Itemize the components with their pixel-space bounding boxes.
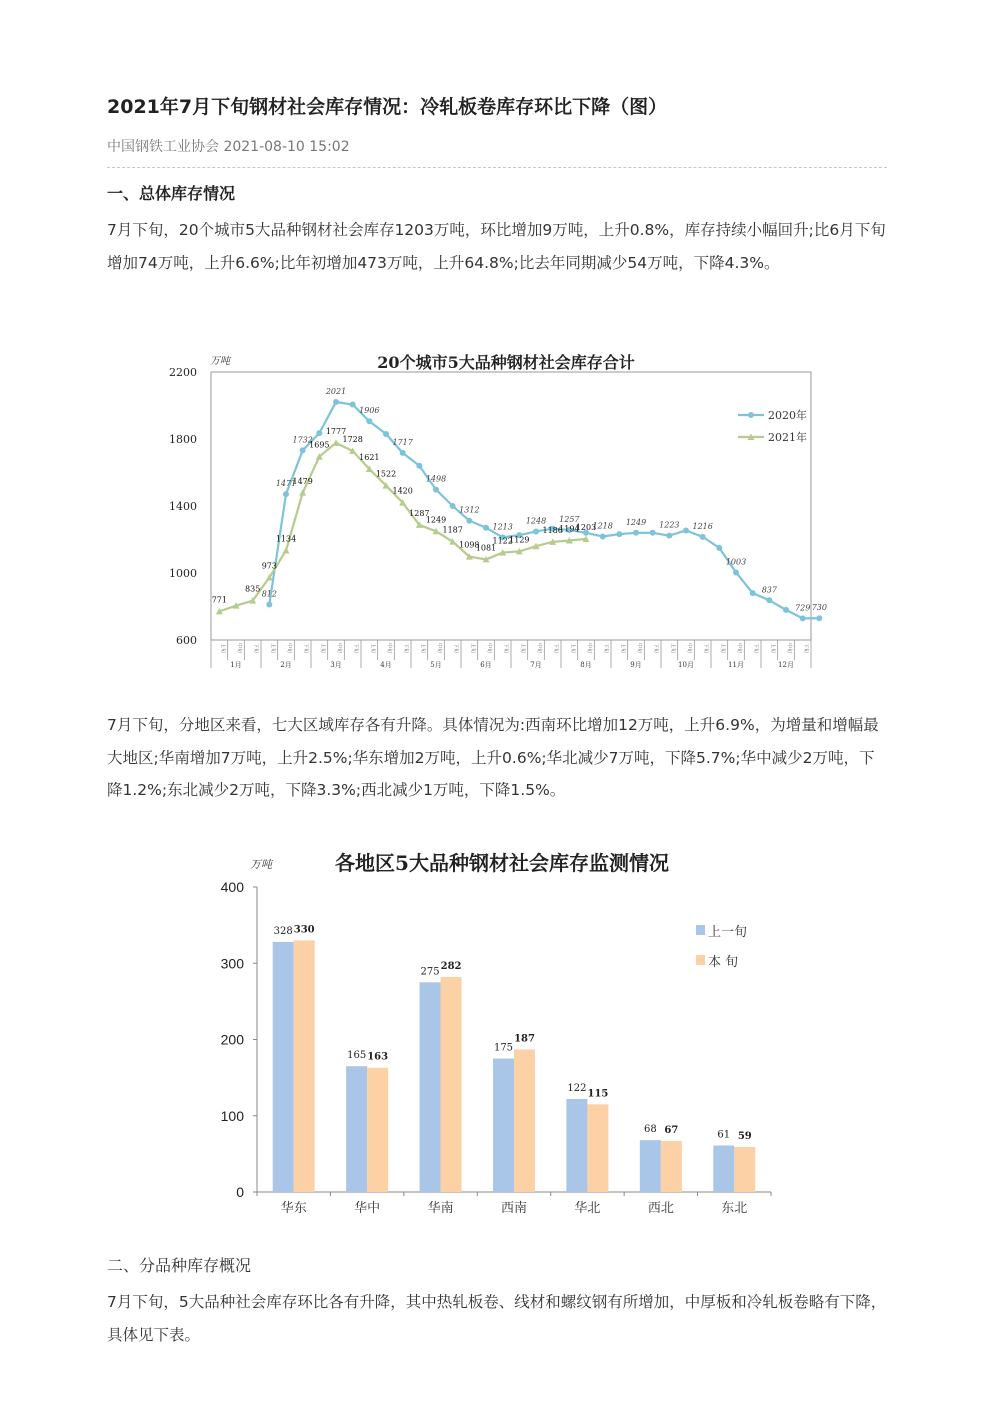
x-period-label: 中旬 — [786, 643, 792, 654]
bar-value-label: 68 — [643, 1124, 657, 1136]
data-label: 1213 — [492, 522, 513, 532]
x-category-label: 西北 — [647, 1201, 674, 1216]
data-point — [300, 447, 306, 453]
x-period-label: 上旬 — [469, 643, 476, 654]
bar-current — [367, 1068, 388, 1192]
x-period-label: 下旬 — [252, 643, 259, 654]
x-category-label: 华南 — [427, 1201, 454, 1216]
data-point — [716, 545, 722, 551]
section-heading-overall: 一、总体库存情况 — [107, 184, 236, 203]
bar-value-label: 59 — [737, 1131, 752, 1143]
data-label: 1695 — [309, 440, 330, 450]
data-label: 2021 — [325, 386, 347, 396]
x-category-label: 华中 — [354, 1201, 381, 1216]
x-month-label: 2月 — [280, 661, 292, 669]
x-period-label: 中旬 — [286, 643, 292, 654]
x-month-label: 11月 — [728, 661, 744, 669]
data-label: 1287 — [409, 508, 430, 518]
plot-frame — [211, 372, 811, 640]
bar-value-label: 187 — [514, 1033, 535, 1045]
data-label: 837 — [761, 585, 777, 595]
data-point — [316, 430, 322, 436]
data-label: 1621 — [359, 452, 380, 462]
legend-swatch — [696, 955, 705, 965]
x-period-label: 下旬 — [652, 643, 659, 654]
x-month-label: 9月 — [630, 661, 642, 669]
data-point — [633, 530, 639, 536]
bar-value-label: 61 — [717, 1129, 731, 1141]
data-point — [483, 525, 489, 531]
y-tick-label: 600 — [176, 634, 197, 647]
x-period-label: 上旬 — [519, 643, 526, 654]
x-month-label: 7月 — [530, 661, 542, 669]
bar-value-label: 115 — [587, 1088, 609, 1100]
data-label: 835 — [245, 584, 261, 594]
data-label: 973 — [261, 561, 277, 571]
y-axis-unit: 万吨 — [250, 858, 272, 871]
data-label: 1203 — [575, 522, 597, 532]
data-label: 1777 — [325, 426, 347, 436]
article-title: 2021年7月下旬钢材社会库存情况：冷轧板卷库存环比下降（图） — [107, 96, 668, 118]
data-point — [800, 615, 806, 621]
paragraph-regions: 7月下旬，分地区来看，七大区域库存各有升降。具体情况为:西南环比增加12万吨，上升6.9%，为增量和增幅最大地区;华南增加7万吨，上升2.5%;华东增加2万吨，上升0.6%;华北减少7万吨，下降5.7%;华中减少2万吨，下降1.2%;东北减少2万吨，下降3.3%;西北减少1万吨，下降1.5%。 — [107, 716, 879, 799]
bar-current — [734, 1147, 755, 1192]
data-point — [600, 533, 606, 539]
bar-value-label: 67 — [664, 1124, 679, 1136]
bar-previous — [273, 942, 294, 1192]
x-period-label: 中旬 — [436, 643, 442, 654]
data-point — [783, 607, 789, 613]
data-label: 1257 — [559, 514, 580, 524]
data-label: 1249 — [625, 517, 647, 527]
x-month-label: 10月 — [678, 661, 694, 669]
x-period-label: 上旬 — [269, 643, 276, 654]
data-point — [400, 450, 406, 456]
article-meta: 中国钢铁工业协会 2021-08-10 15:02 — [107, 139, 350, 155]
data-label: 1728 — [342, 435, 363, 445]
data-point — [683, 527, 689, 533]
data-label: 1003 — [725, 557, 747, 567]
data-point — [750, 590, 756, 596]
data-point — [266, 601, 272, 607]
data-label: 1717 — [392, 437, 413, 447]
x-period-label: 中旬 — [736, 643, 742, 654]
y-tick-label: 1800 — [169, 433, 197, 446]
bar-previous — [640, 1140, 661, 1192]
data-label: 771 — [211, 595, 227, 605]
chart-title: 20个城市5大品种钢材社会库存合计 — [377, 353, 635, 372]
bar-previous — [493, 1059, 514, 1192]
y-tick-label: 1000 — [169, 567, 197, 580]
data-point — [333, 439, 340, 446]
x-period-label: 下旬 — [802, 643, 809, 654]
bar-value-label: 330 — [293, 924, 315, 936]
x-category-label: 华北 — [574, 1201, 601, 1216]
data-label: 1522 — [375, 469, 397, 479]
x-period-label: 上旬 — [769, 643, 776, 654]
x-month-label: 4月 — [380, 661, 392, 669]
data-label: 1471 — [275, 479, 297, 489]
bar-current — [441, 977, 462, 1192]
y-tick-label: 300 — [220, 955, 244, 972]
x-period-label: 下旬 — [702, 643, 709, 654]
bar-value-label: 122 — [567, 1082, 587, 1094]
x-category-label: 东北 — [721, 1201, 748, 1216]
data-point — [283, 491, 289, 497]
x-period-label: 中旬 — [386, 643, 392, 654]
bar-value-label: 163 — [367, 1051, 389, 1063]
bar-current — [514, 1049, 535, 1192]
legend-label: 本 旬 — [708, 955, 739, 970]
data-point — [616, 531, 622, 537]
data-point — [283, 547, 290, 554]
divider — [107, 167, 887, 168]
x-period-label: 中旬 — [636, 643, 642, 654]
y-tick-label: 1400 — [169, 500, 197, 513]
bar-previous — [566, 1099, 587, 1192]
data-point — [733, 569, 739, 575]
bar-current — [294, 940, 315, 1192]
legend-label: 2021年 — [768, 431, 807, 444]
data-label: 1498 — [425, 474, 447, 484]
x-month-label: 8月 — [580, 661, 592, 669]
y-tick-label: 100 — [220, 1107, 244, 1124]
data-point — [350, 401, 356, 407]
data-label: 1194 — [559, 524, 580, 534]
bar-chart-regional-inventory — [200, 840, 780, 1225]
y-axis-unit: 万吨 — [210, 356, 230, 367]
data-point — [333, 399, 339, 405]
x-period-label: 上旬 — [219, 643, 226, 654]
data-label: 1248 — [525, 516, 547, 526]
x-period-label: 上旬 — [569, 643, 576, 654]
bar-value-label: 175 — [493, 1042, 514, 1054]
data-point — [666, 533, 672, 539]
data-label: 1479 — [292, 476, 313, 486]
y-tick-label: 0 — [236, 1184, 244, 1200]
data-label: 1732 — [292, 435, 313, 445]
x-period-label: 中旬 — [336, 643, 342, 654]
x-period-label: 下旬 — [402, 643, 409, 654]
data-label: 1906 — [359, 406, 380, 416]
x-period-label: 上旬 — [719, 643, 726, 654]
x-period-label: 上旬 — [669, 643, 676, 654]
data-label: 1420 — [392, 486, 413, 496]
y-tick-label: 400 — [220, 879, 244, 895]
data-label: 1122 — [492, 536, 513, 546]
x-period-label: 下旬 — [752, 643, 759, 654]
data-point — [533, 528, 539, 534]
y-tick-label: 2200 — [169, 366, 197, 379]
data-label: 1223 — [659, 520, 680, 530]
legend-swatch — [696, 925, 705, 935]
data-point — [366, 418, 372, 424]
x-month-label: 6月 — [480, 661, 492, 669]
legend-label: 上一旬 — [708, 925, 748, 940]
data-label: 1216 — [692, 521, 713, 531]
x-period-label: 下旬 — [302, 643, 309, 654]
data-label: 1312 — [459, 505, 480, 515]
bar-current — [661, 1141, 682, 1192]
x-month-label: 12月 — [778, 661, 794, 669]
bar-value-label: 165 — [347, 1050, 367, 1062]
bar-value-label: 282 — [440, 960, 462, 972]
data-label: 1186 — [542, 525, 563, 535]
x-period-label: 中旬 — [586, 643, 592, 654]
x-month-label: 5月 — [430, 661, 442, 669]
data-point — [433, 487, 439, 493]
data-point — [700, 534, 706, 540]
x-period-label: 下旬 — [552, 643, 559, 654]
data-point — [650, 530, 656, 536]
x-period-label: 下旬 — [602, 643, 609, 654]
bar-current — [587, 1104, 608, 1192]
data-label: 812 — [261, 589, 277, 599]
section-heading-varieties: 二、分品种库存概况 — [107, 1256, 252, 1275]
data-point — [766, 597, 772, 603]
bar-value-label: 275 — [420, 966, 440, 978]
data-label: 1249 — [425, 515, 447, 525]
data-label: 1081 — [475, 543, 497, 553]
x-period-label: 下旬 — [452, 643, 459, 654]
x-period-label: 中旬 — [686, 643, 692, 654]
x-period-label: 下旬 — [502, 643, 509, 654]
data-label: 1129 — [509, 535, 530, 545]
line-chart-total-inventory — [160, 342, 830, 672]
x-period-label: 上旬 — [419, 643, 426, 654]
data-label: 1187 — [442, 525, 463, 535]
data-point — [383, 431, 389, 437]
x-period-label: 中旬 — [486, 643, 492, 654]
paragraph-overall: 7月下旬，20个城市5大品种钢材社会库存1203万吨，环比增加9万吨，上升0.8%，库存持续小幅回升;比6月下旬增加74万吨，上升6.6%;比年初增加473万吨，上升64.8%;比去年同期减少54万吨，下降4.3%。 — [107, 221, 886, 272]
legend-label: 2020年 — [768, 409, 807, 422]
data-label: 1218 — [592, 521, 613, 531]
x-period-label: 上旬 — [369, 643, 376, 654]
chart-title: 各地区5大品种钢材社会库存监测情况 — [335, 851, 669, 875]
data-point — [450, 503, 456, 509]
y-tick-label: 200 — [220, 1031, 244, 1048]
data-point — [816, 615, 822, 621]
bar-previous — [346, 1066, 367, 1192]
data-label: 1134 — [275, 534, 297, 544]
data-label: 730 — [811, 603, 827, 613]
legend-marker — [748, 412, 754, 418]
data-point — [299, 489, 306, 496]
x-category-label: 西南 — [500, 1201, 528, 1216]
x-category-label: 华东 — [280, 1201, 307, 1216]
x-period-label: 上旬 — [619, 643, 626, 654]
data-point — [466, 518, 472, 524]
data-point — [416, 463, 422, 469]
x-period-label: 上旬 — [319, 643, 326, 654]
bar-previous — [713, 1145, 734, 1192]
x-period-label: 下旬 — [352, 643, 359, 654]
x-month-label: 1月 — [230, 661, 242, 669]
paragraph-varieties: 7月下旬，5大品种社会库存环比各有升降，其中热轧板卷、线材和螺纹钢有所增加，中厚板和冷轧板卷略有下降，具体见下表。 — [107, 1293, 887, 1344]
bar-value-label: 328 — [273, 925, 293, 937]
data-label: 729 — [795, 603, 811, 613]
x-period-label: 中旬 — [236, 643, 242, 654]
data-label: 1098 — [459, 540, 480, 550]
x-month-label: 3月 — [330, 661, 342, 669]
x-period-label: 中旬 — [536, 643, 542, 654]
bar-previous — [420, 982, 441, 1192]
